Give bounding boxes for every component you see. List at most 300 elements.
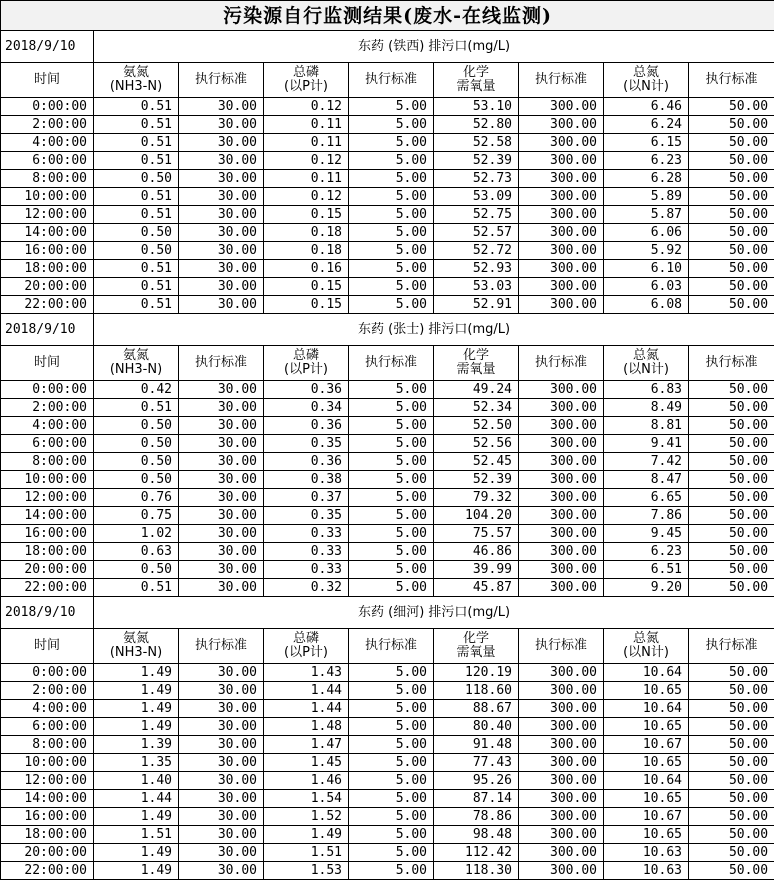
tp-value-cell[interactable]: 0.32 xyxy=(264,579,349,597)
cod-value-cell[interactable]: 95.26 xyxy=(434,772,519,790)
tp-value-cell[interactable]: 0.15 xyxy=(264,296,349,314)
cod-value-cell[interactable]: 104.20 xyxy=(434,507,519,525)
tn-value-cell[interactable]: 6.28 xyxy=(604,170,689,188)
cod-standard-cell[interactable]: 300.00 xyxy=(519,525,604,543)
cod-standard-cell[interactable]: 300.00 xyxy=(519,579,604,597)
nh3-value-cell[interactable]: 0.42 xyxy=(94,381,179,399)
tp-value-cell[interactable]: 1.48 xyxy=(264,718,349,736)
nh3-standard-cell[interactable]: 30.00 xyxy=(179,682,264,700)
cod-standard-cell[interactable]: 300.00 xyxy=(519,453,604,471)
tn-value-cell[interactable]: 9.20 xyxy=(604,579,689,597)
tp-standard-cell[interactable]: 5.00 xyxy=(349,188,434,206)
tn-standard-cell[interactable]: 50.00 xyxy=(689,260,774,278)
header-nh3[interactable] xyxy=(94,346,179,381)
tn-standard-cell[interactable]: 50.00 xyxy=(689,98,774,116)
tp-value-cell[interactable]: 0.16 xyxy=(264,260,349,278)
header-nh3[interactable] xyxy=(94,63,179,98)
tn-standard-cell[interactable]: 50.00 xyxy=(689,435,774,453)
tp-value-cell[interactable]: 1.47 xyxy=(264,736,349,754)
cod-value-cell[interactable]: 52.50 xyxy=(434,417,519,435)
nh3-standard-cell[interactable]: 30.00 xyxy=(179,525,264,543)
tp-standard-cell[interactable]: 5.00 xyxy=(349,206,434,224)
cod-standard-cell[interactable]: 300.00 xyxy=(519,242,604,260)
header-tp-standard[interactable]: 执行标准 xyxy=(349,63,434,98)
tn-value-cell[interactable]: 6.46 xyxy=(604,98,689,116)
tn-value-cell[interactable]: 6.23 xyxy=(604,152,689,170)
cod-standard-cell[interactable]: 300.00 xyxy=(519,489,604,507)
section-outlet-title[interactable]: 东药 (张士) 排污口(mg/L) xyxy=(94,314,774,346)
tp-value-cell[interactable]: 0.35 xyxy=(264,507,349,525)
header-tn-standard[interactable]: 执行标准 xyxy=(689,346,774,381)
cod-standard-cell[interactable]: 300.00 xyxy=(519,206,604,224)
cod-value-cell[interactable]: 118.60 xyxy=(434,682,519,700)
nh3-value-cell[interactable]: 0.50 xyxy=(94,170,179,188)
time-cell[interactable]: 20:00:00 xyxy=(1,561,94,579)
tp-standard-cell[interactable]: 5.00 xyxy=(349,736,434,754)
tp-standard-cell[interactable]: 5.00 xyxy=(349,790,434,808)
tn-standard-cell[interactable]: 50.00 xyxy=(689,718,774,736)
tn-standard-cell[interactable]: 50.00 xyxy=(689,242,774,260)
nh3-value-cell[interactable]: 0.50 xyxy=(94,453,179,471)
tn-value-cell[interactable]: 10.65 xyxy=(604,790,689,808)
cod-standard-cell[interactable]: 300.00 xyxy=(519,507,604,525)
tn-value-cell[interactable]: 6.10 xyxy=(604,260,689,278)
tn-value-cell[interactable]: 6.51 xyxy=(604,561,689,579)
time-cell[interactable]: 8:00:00 xyxy=(1,736,94,754)
tn-standard-cell[interactable]: 50.00 xyxy=(689,399,774,417)
time-cell[interactable]: 0:00:00 xyxy=(1,664,94,682)
nh3-value-cell[interactable]: 1.49 xyxy=(94,700,179,718)
tn-value-cell[interactable]: 5.92 xyxy=(604,242,689,260)
tp-standard-cell[interactable]: 5.00 xyxy=(349,278,434,296)
tp-value-cell[interactable]: 0.12 xyxy=(264,188,349,206)
tp-standard-cell[interactable]: 5.00 xyxy=(349,152,434,170)
cod-standard-cell[interactable]: 300.00 xyxy=(519,862,604,880)
tp-standard-cell[interactable]: 5.00 xyxy=(349,543,434,561)
nh3-value-cell[interactable]: 1.40 xyxy=(94,772,179,790)
tp-value-cell[interactable]: 1.43 xyxy=(264,664,349,682)
tp-standard-cell[interactable]: 5.00 xyxy=(349,98,434,116)
tp-value-cell[interactable]: 0.12 xyxy=(264,152,349,170)
cod-value-cell[interactable]: 52.57 xyxy=(434,224,519,242)
section-date[interactable]: 2018/9/10 xyxy=(1,31,94,63)
cod-value-cell[interactable]: 78.86 xyxy=(434,808,519,826)
header-nh3-standard[interactable]: 执行标准 xyxy=(179,346,264,381)
tp-standard-cell[interactable]: 5.00 xyxy=(349,170,434,188)
nh3-standard-cell[interactable]: 30.00 xyxy=(179,170,264,188)
nh3-value-cell[interactable]: 0.51 xyxy=(94,278,179,296)
cod-value-cell[interactable]: 45.87 xyxy=(434,579,519,597)
tp-value-cell[interactable]: 0.18 xyxy=(264,224,349,242)
tn-value-cell[interactable]: 10.67 xyxy=(604,808,689,826)
time-cell[interactable]: 18:00:00 xyxy=(1,826,94,844)
nh3-value-cell[interactable]: 1.49 xyxy=(94,664,179,682)
header-tp-standard[interactable]: 执行标准 xyxy=(349,629,434,664)
cod-standard-cell[interactable]: 300.00 xyxy=(519,790,604,808)
tn-value-cell[interactable]: 10.63 xyxy=(604,844,689,862)
cod-value-cell[interactable]: 52.56 xyxy=(434,435,519,453)
nh3-value-cell[interactable]: 0.50 xyxy=(94,224,179,242)
nh3-standard-cell[interactable]: 30.00 xyxy=(179,754,264,772)
tn-standard-cell[interactable]: 50.00 xyxy=(689,188,774,206)
tn-value-cell[interactable]: 10.64 xyxy=(604,772,689,790)
cod-standard-cell[interactable]: 300.00 xyxy=(519,561,604,579)
time-cell[interactable]: 10:00:00 xyxy=(1,754,94,772)
tn-value-cell[interactable]: 10.64 xyxy=(604,700,689,718)
cod-standard-cell[interactable]: 300.00 xyxy=(519,700,604,718)
nh3-standard-cell[interactable]: 30.00 xyxy=(179,826,264,844)
tn-standard-cell[interactable]: 50.00 xyxy=(689,507,774,525)
tp-value-cell[interactable]: 1.52 xyxy=(264,808,349,826)
nh3-standard-cell[interactable]: 30.00 xyxy=(179,152,264,170)
header-nh3[interactable] xyxy=(94,629,179,664)
section-date[interactable]: 2018/9/10 xyxy=(1,597,94,629)
tn-standard-cell[interactable]: 50.00 xyxy=(689,152,774,170)
cod-value-cell[interactable]: 39.99 xyxy=(434,561,519,579)
tn-standard-cell[interactable]: 50.00 xyxy=(689,170,774,188)
header-nh3-standard[interactable]: 执行标准 xyxy=(179,63,264,98)
nh3-standard-cell[interactable]: 30.00 xyxy=(179,296,264,314)
tp-value-cell[interactable]: 0.34 xyxy=(264,399,349,417)
tn-standard-cell[interactable]: 50.00 xyxy=(689,206,774,224)
time-cell[interactable]: 2:00:00 xyxy=(1,399,94,417)
nh3-value-cell[interactable]: 0.51 xyxy=(94,134,179,152)
cod-value-cell[interactable]: 88.67 xyxy=(434,700,519,718)
tp-standard-cell[interactable]: 5.00 xyxy=(349,471,434,489)
nh3-value-cell[interactable]: 0.50 xyxy=(94,435,179,453)
time-cell[interactable]: 2:00:00 xyxy=(1,116,94,134)
tp-standard-cell[interactable]: 5.00 xyxy=(349,664,434,682)
header-tp[interactable] xyxy=(264,629,349,664)
tp-standard-cell[interactable]: 5.00 xyxy=(349,116,434,134)
cod-value-cell[interactable]: 52.91 xyxy=(434,296,519,314)
tn-standard-cell[interactable]: 50.00 xyxy=(689,862,774,880)
cod-value-cell[interactable]: 53.09 xyxy=(434,188,519,206)
tn-value-cell[interactable]: 6.15 xyxy=(604,134,689,152)
nh3-standard-cell[interactable]: 30.00 xyxy=(179,278,264,296)
cod-standard-cell[interactable]: 300.00 xyxy=(519,170,604,188)
tn-value-cell[interactable]: 6.06 xyxy=(604,224,689,242)
header-tp[interactable] xyxy=(264,63,349,98)
cod-standard-cell[interactable]: 300.00 xyxy=(519,188,604,206)
nh3-standard-cell[interactable]: 30.00 xyxy=(179,435,264,453)
tn-standard-cell[interactable]: 50.00 xyxy=(689,116,774,134)
nh3-value-cell[interactable]: 0.76 xyxy=(94,489,179,507)
header-tp-standard[interactable]: 执行标准 xyxy=(349,346,434,381)
tp-standard-cell[interactable]: 5.00 xyxy=(349,844,434,862)
tn-value-cell[interactable]: 6.24 xyxy=(604,116,689,134)
tp-standard-cell[interactable]: 5.00 xyxy=(349,525,434,543)
tn-standard-cell[interactable]: 50.00 xyxy=(689,296,774,314)
cod-value-cell[interactable]: 53.10 xyxy=(434,98,519,116)
tp-value-cell[interactable]: 1.53 xyxy=(264,862,349,880)
tn-standard-cell[interactable]: 50.00 xyxy=(689,453,774,471)
cod-standard-cell[interactable]: 300.00 xyxy=(519,826,604,844)
tp-value-cell[interactable]: 0.38 xyxy=(264,471,349,489)
tn-value-cell[interactable]: 7.86 xyxy=(604,507,689,525)
tp-standard-cell[interactable]: 5.00 xyxy=(349,718,434,736)
nh3-standard-cell[interactable]: 30.00 xyxy=(179,543,264,561)
tp-standard-cell[interactable]: 5.00 xyxy=(349,134,434,152)
nh3-standard-cell[interactable]: 30.00 xyxy=(179,188,264,206)
cod-standard-cell[interactable]: 300.00 xyxy=(519,664,604,682)
cod-standard-cell[interactable]: 300.00 xyxy=(519,116,604,134)
tp-standard-cell[interactable]: 5.00 xyxy=(349,224,434,242)
nh3-standard-cell[interactable]: 30.00 xyxy=(179,116,264,134)
tn-standard-cell[interactable]: 50.00 xyxy=(689,471,774,489)
tn-value-cell[interactable]: 6.23 xyxy=(604,543,689,561)
nh3-standard-cell[interactable]: 30.00 xyxy=(179,98,264,116)
nh3-standard-cell[interactable]: 30.00 xyxy=(179,242,264,260)
tn-standard-cell[interactable]: 50.00 xyxy=(689,664,774,682)
nh3-standard-cell[interactable]: 30.00 xyxy=(179,206,264,224)
tn-standard-cell[interactable]: 50.00 xyxy=(689,489,774,507)
cod-value-cell[interactable]: 46.86 xyxy=(434,543,519,561)
cod-value-cell[interactable]: 120.19 xyxy=(434,664,519,682)
time-cell[interactable]: 2:00:00 xyxy=(1,682,94,700)
nh3-standard-cell[interactable]: 30.00 xyxy=(179,489,264,507)
tn-standard-cell[interactable]: 50.00 xyxy=(689,561,774,579)
cod-value-cell[interactable]: 52.58 xyxy=(434,134,519,152)
header-tn-standard[interactable]: 执行标准 xyxy=(689,63,774,98)
tn-value-cell[interactable]: 6.65 xyxy=(604,489,689,507)
tn-standard-cell[interactable]: 50.00 xyxy=(689,682,774,700)
cod-standard-cell[interactable]: 300.00 xyxy=(519,224,604,242)
cod-value-cell[interactable]: 52.93 xyxy=(434,260,519,278)
nh3-value-cell[interactable]: 0.51 xyxy=(94,188,179,206)
tn-value-cell[interactable]: 5.89 xyxy=(604,188,689,206)
tp-standard-cell[interactable]: 5.00 xyxy=(349,826,434,844)
header-time[interactable]: 时间 xyxy=(1,63,94,98)
tp-standard-cell[interactable]: 5.00 xyxy=(349,700,434,718)
nh3-standard-cell[interactable]: 30.00 xyxy=(179,561,264,579)
tp-standard-cell[interactable]: 5.00 xyxy=(349,579,434,597)
cod-standard-cell[interactable]: 300.00 xyxy=(519,754,604,772)
nh3-standard-cell[interactable]: 30.00 xyxy=(179,453,264,471)
cod-standard-cell[interactable]: 300.00 xyxy=(519,435,604,453)
cod-standard-cell[interactable]: 300.00 xyxy=(519,278,604,296)
cod-value-cell[interactable]: 52.73 xyxy=(434,170,519,188)
cod-value-cell[interactable]: 87.14 xyxy=(434,790,519,808)
header-tn-standard[interactable]: 执行标准 xyxy=(689,629,774,664)
tn-standard-cell[interactable]: 50.00 xyxy=(689,134,774,152)
tn-value-cell[interactable]: 10.64 xyxy=(604,664,689,682)
tn-value-cell[interactable]: 6.08 xyxy=(604,296,689,314)
time-cell[interactable]: 10:00:00 xyxy=(1,188,94,206)
cod-standard-cell[interactable]: 300.00 xyxy=(519,134,604,152)
nh3-standard-cell[interactable]: 30.00 xyxy=(179,808,264,826)
cod-value-cell[interactable]: 79.32 xyxy=(434,489,519,507)
tn-value-cell[interactable]: 6.83 xyxy=(604,381,689,399)
tn-standard-cell[interactable]: 50.00 xyxy=(689,826,774,844)
nh3-standard-cell[interactable]: 30.00 xyxy=(179,260,264,278)
nh3-value-cell[interactable]: 0.51 xyxy=(94,98,179,116)
tp-value-cell[interactable]: 1.51 xyxy=(264,844,349,862)
nh3-value-cell[interactable]: 1.35 xyxy=(94,754,179,772)
nh3-value-cell[interactable]: 0.51 xyxy=(94,579,179,597)
tn-standard-cell[interactable]: 50.00 xyxy=(689,844,774,862)
tn-standard-cell[interactable]: 50.00 xyxy=(689,278,774,296)
tp-value-cell[interactable]: 1.54 xyxy=(264,790,349,808)
nh3-standard-cell[interactable]: 30.00 xyxy=(179,134,264,152)
time-cell[interactable]: 4:00:00 xyxy=(1,700,94,718)
cod-value-cell[interactable]: 52.75 xyxy=(434,206,519,224)
time-cell[interactable]: 0:00:00 xyxy=(1,381,94,399)
time-cell[interactable]: 22:00:00 xyxy=(1,296,94,314)
cod-standard-cell[interactable]: 300.00 xyxy=(519,98,604,116)
tp-value-cell[interactable]: 0.15 xyxy=(264,278,349,296)
time-cell[interactable]: 22:00:00 xyxy=(1,579,94,597)
tp-value-cell[interactable]: 0.15 xyxy=(264,206,349,224)
cod-standard-cell[interactable]: 300.00 xyxy=(519,543,604,561)
header-tn[interactable] xyxy=(604,63,689,98)
nh3-standard-cell[interactable]: 30.00 xyxy=(179,736,264,754)
nh3-standard-cell[interactable]: 30.00 xyxy=(179,579,264,597)
header-time[interactable]: 时间 xyxy=(1,346,94,381)
nh3-value-cell[interactable]: 0.51 xyxy=(94,116,179,134)
nh3-value-cell[interactable]: 1.39 xyxy=(94,736,179,754)
section-date[interactable]: 2018/9/10 xyxy=(1,314,94,346)
header-cod-standard[interactable]: 执行标准 xyxy=(519,629,604,664)
nh3-standard-cell[interactable]: 30.00 xyxy=(179,790,264,808)
tp-standard-cell[interactable]: 5.00 xyxy=(349,260,434,278)
cod-standard-cell[interactable]: 300.00 xyxy=(519,471,604,489)
tn-value-cell[interactable]: 8.49 xyxy=(604,399,689,417)
nh3-value-cell[interactable]: 0.51 xyxy=(94,206,179,224)
cod-value-cell[interactable]: 49.24 xyxy=(434,381,519,399)
tp-standard-cell[interactable]: 5.00 xyxy=(349,754,434,772)
tp-value-cell[interactable]: 0.11 xyxy=(264,170,349,188)
tp-standard-cell[interactable]: 5.00 xyxy=(349,381,434,399)
cod-standard-cell[interactable]: 300.00 xyxy=(519,718,604,736)
tn-value-cell[interactable]: 10.65 xyxy=(604,754,689,772)
nh3-standard-cell[interactable]: 30.00 xyxy=(179,471,264,489)
header-cod[interactable] xyxy=(434,63,519,98)
tp-value-cell[interactable]: 1.49 xyxy=(264,826,349,844)
cod-standard-cell[interactable]: 300.00 xyxy=(519,736,604,754)
cod-value-cell[interactable]: 77.43 xyxy=(434,754,519,772)
nh3-value-cell[interactable]: 1.49 xyxy=(94,862,179,880)
tn-standard-cell[interactable]: 50.00 xyxy=(689,808,774,826)
header-cod-standard[interactable]: 执行标准 xyxy=(519,63,604,98)
header-cod[interactable] xyxy=(434,346,519,381)
cod-standard-cell[interactable]: 300.00 xyxy=(519,772,604,790)
nh3-value-cell[interactable]: 0.50 xyxy=(94,242,179,260)
tp-standard-cell[interactable]: 5.00 xyxy=(349,242,434,260)
cod-value-cell[interactable]: 53.03 xyxy=(434,278,519,296)
cod-value-cell[interactable]: 80.40 xyxy=(434,718,519,736)
nh3-value-cell[interactable]: 0.51 xyxy=(94,296,179,314)
time-cell[interactable]: 12:00:00 xyxy=(1,206,94,224)
tn-standard-cell[interactable]: 50.00 xyxy=(689,579,774,597)
tp-standard-cell[interactable]: 5.00 xyxy=(349,453,434,471)
nh3-value-cell[interactable]: 0.50 xyxy=(94,471,179,489)
header-tp[interactable] xyxy=(264,346,349,381)
tp-value-cell[interactable]: 0.36 xyxy=(264,453,349,471)
tp-standard-cell[interactable]: 5.00 xyxy=(349,296,434,314)
tn-standard-cell[interactable]: 50.00 xyxy=(689,736,774,754)
tp-standard-cell[interactable]: 5.00 xyxy=(349,808,434,826)
cod-standard-cell[interactable]: 300.00 xyxy=(519,381,604,399)
tn-standard-cell[interactable]: 50.00 xyxy=(689,700,774,718)
tp-value-cell[interactable]: 0.12 xyxy=(264,98,349,116)
time-cell[interactable]: 18:00:00 xyxy=(1,543,94,561)
tn-value-cell[interactable]: 5.87 xyxy=(604,206,689,224)
cod-standard-cell[interactable]: 300.00 xyxy=(519,260,604,278)
cod-value-cell[interactable]: 52.80 xyxy=(434,116,519,134)
header-cod-standard[interactable]: 执行标准 xyxy=(519,346,604,381)
cod-value-cell[interactable]: 91.48 xyxy=(434,736,519,754)
header-time[interactable]: 时间 xyxy=(1,629,94,664)
time-cell[interactable]: 12:00:00 xyxy=(1,772,94,790)
time-cell[interactable]: 14:00:00 xyxy=(1,790,94,808)
nh3-value-cell[interactable]: 0.75 xyxy=(94,507,179,525)
header-cod[interactable] xyxy=(434,629,519,664)
header-nh3-standard[interactable]: 执行标准 xyxy=(179,629,264,664)
cod-value-cell[interactable]: 112.42 xyxy=(434,844,519,862)
nh3-standard-cell[interactable]: 30.00 xyxy=(179,417,264,435)
nh3-standard-cell[interactable]: 30.00 xyxy=(179,664,264,682)
tp-standard-cell[interactable]: 5.00 xyxy=(349,417,434,435)
tn-standard-cell[interactable]: 50.00 xyxy=(689,224,774,242)
tp-standard-cell[interactable]: 5.00 xyxy=(349,435,434,453)
tn-value-cell[interactable]: 10.63 xyxy=(604,862,689,880)
cod-value-cell[interactable]: 75.57 xyxy=(434,525,519,543)
time-cell[interactable]: 16:00:00 xyxy=(1,242,94,260)
nh3-value-cell[interactable]: 1.49 xyxy=(94,718,179,736)
tp-value-cell[interactable]: 1.44 xyxy=(264,682,349,700)
nh3-value-cell[interactable]: 0.50 xyxy=(94,561,179,579)
nh3-standard-cell[interactable]: 30.00 xyxy=(179,844,264,862)
cod-standard-cell[interactable]: 300.00 xyxy=(519,417,604,435)
nh3-value-cell[interactable]: 0.50 xyxy=(94,417,179,435)
tp-standard-cell[interactable]: 5.00 xyxy=(349,399,434,417)
tn-value-cell[interactable]: 8.81 xyxy=(604,417,689,435)
tp-standard-cell[interactable]: 5.00 xyxy=(349,489,434,507)
time-cell[interactable]: 20:00:00 xyxy=(1,844,94,862)
cod-standard-cell[interactable]: 300.00 xyxy=(519,844,604,862)
cod-value-cell[interactable]: 52.72 xyxy=(434,242,519,260)
header-tn[interactable] xyxy=(604,629,689,664)
tn-standard-cell[interactable]: 50.00 xyxy=(689,754,774,772)
section-outlet-title[interactable]: 东药 (铁西) 排污口(mg/L) xyxy=(94,31,774,63)
time-cell[interactable]: 16:00:00 xyxy=(1,525,94,543)
time-cell[interactable]: 8:00:00 xyxy=(1,170,94,188)
tp-value-cell[interactable]: 0.33 xyxy=(264,543,349,561)
time-cell[interactable]: 18:00:00 xyxy=(1,260,94,278)
time-cell[interactable]: 10:00:00 xyxy=(1,471,94,489)
nh3-value-cell[interactable]: 1.49 xyxy=(94,844,179,862)
tn-standard-cell[interactable]: 50.00 xyxy=(689,525,774,543)
time-cell[interactable]: 14:00:00 xyxy=(1,507,94,525)
tp-value-cell[interactable]: 0.36 xyxy=(264,417,349,435)
tp-value-cell[interactable]: 0.11 xyxy=(264,116,349,134)
tn-value-cell[interactable]: 10.67 xyxy=(604,736,689,754)
nh3-standard-cell[interactable]: 30.00 xyxy=(179,700,264,718)
time-cell[interactable]: 16:00:00 xyxy=(1,808,94,826)
tp-value-cell[interactable]: 0.37 xyxy=(264,489,349,507)
cod-value-cell[interactable]: 52.39 xyxy=(434,471,519,489)
nh3-value-cell[interactable]: 1.44 xyxy=(94,790,179,808)
cod-standard-cell[interactable]: 300.00 xyxy=(519,682,604,700)
cod-standard-cell[interactable]: 300.00 xyxy=(519,399,604,417)
time-cell[interactable]: 4:00:00 xyxy=(1,134,94,152)
tp-standard-cell[interactable]: 5.00 xyxy=(349,682,434,700)
cod-value-cell[interactable]: 52.39 xyxy=(434,152,519,170)
nh3-value-cell[interactable]: 0.51 xyxy=(94,152,179,170)
tp-value-cell[interactable]: 0.11 xyxy=(264,134,349,152)
nh3-value-cell[interactable]: 1.49 xyxy=(94,808,179,826)
